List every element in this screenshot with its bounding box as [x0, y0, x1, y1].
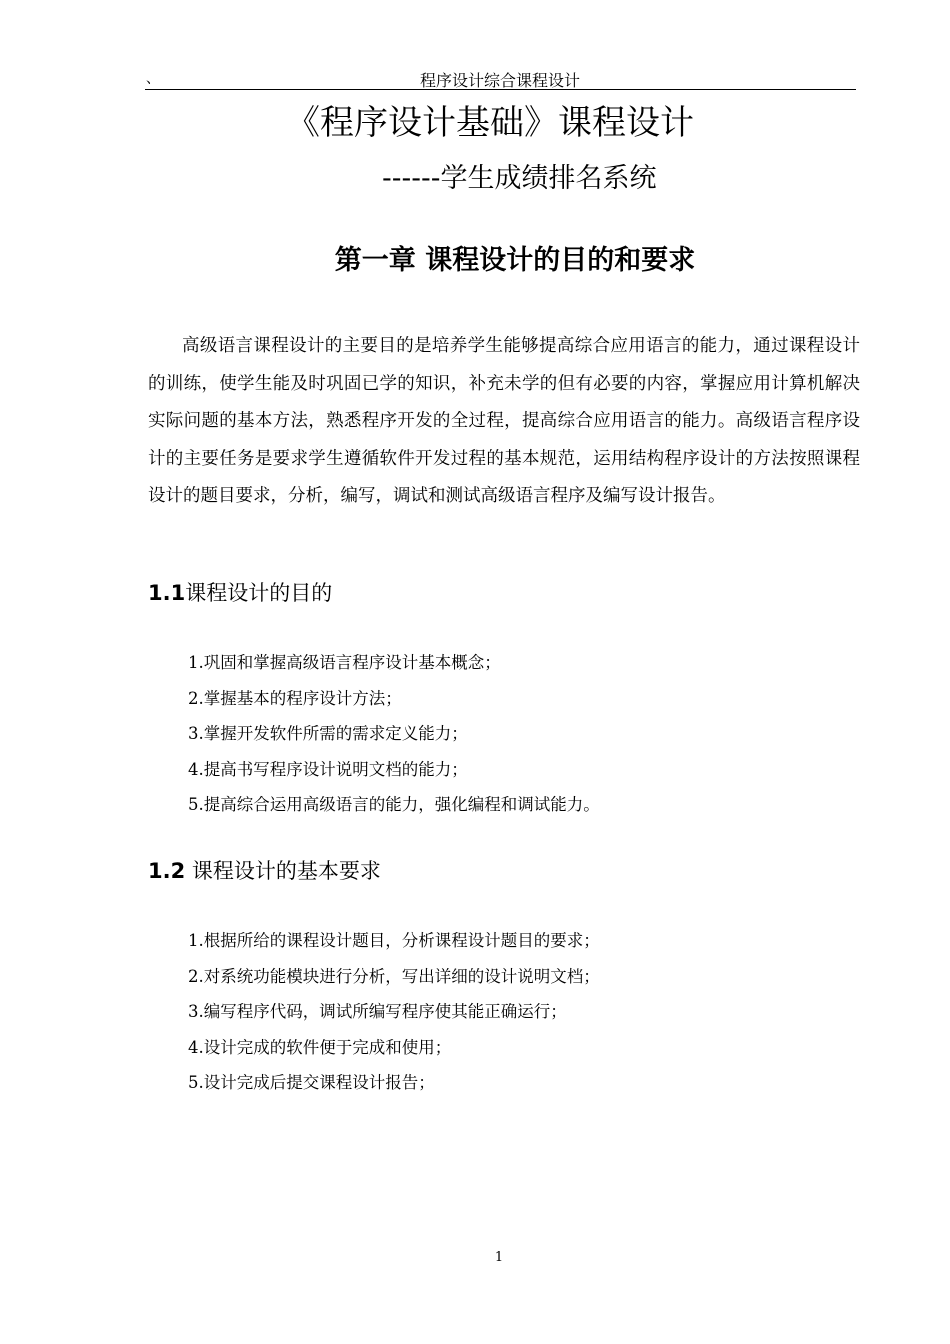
list-item: 1.根据所给的课程设计题目，分析课程设计题目的要求；: [188, 931, 600, 950]
list-item: 3.编写程序代码，调试所编写程序使其能正确运行；: [188, 1002, 567, 1021]
list-item: 4.提高书写程序设计说明文档的能力；: [188, 759, 468, 779]
section-title: 课程设计的目的: [185, 581, 333, 605]
requirements-list: [188, 923, 600, 1101]
running-header: 程序设计综合课程设计: [419, 71, 580, 90]
list-item: 5.提高综合运用高级语言的能力，强化编程和调试能力。: [188, 795, 600, 814]
document-title: 《程序设计基础》课程设计: [286, 103, 694, 143]
chapter-title: 第一章 课程设计的目的和要求: [334, 245, 696, 276]
section-heading-1-1: [148, 578, 332, 608]
header-mark: 、: [146, 71, 160, 87]
intro-paragraph: 高级语言课程设计的主要目的是培养学生能够提高综合应用语言的能力，通过课程设计的训练，使学生能及时巩固已学的知识，补充未学的但有必要的内容，掌握应用计算机解决实际问题的基本方法，熟悉程序开发的全过程，提高综合应用语言的能力。高级语言程序设计的主要任务是要求学生遵循软件开发过程的基本规范，运用结构程序设计的方法按照课程设计的题目要求，分析，编写，调试和测试高级语言程序及编写设计报告。: [148, 336, 860, 506]
section-heading-1-2: [148, 856, 381, 886]
section-number: 1.2: [148, 859, 186, 883]
list-item: 2.对系统功能模块进行分析，写出详细的设计说明文档；: [188, 966, 600, 986]
list-item: 5.设计完成后提交课程设计报告；: [188, 1073, 435, 1092]
list-item: 2.掌握基本的程序设计方法；: [188, 688, 402, 708]
page-number: 1: [494, 1250, 504, 1265]
document-subtitle: ------学生成绩排名系统: [382, 163, 657, 194]
list-item: 1.巩固和掌握高级语言程序设计基本概念；: [188, 653, 501, 672]
list-item: 4.设计完成的软件便于完成和使用；: [188, 1037, 452, 1057]
list-item: 3.掌握开发软件所需的需求定义能力；: [188, 724, 468, 743]
section-title: 课程设计的基本要求: [185, 859, 381, 883]
header-rule: [145, 89, 856, 90]
objectives-list: [188, 645, 600, 823]
section-number: 1.1: [148, 581, 186, 605]
